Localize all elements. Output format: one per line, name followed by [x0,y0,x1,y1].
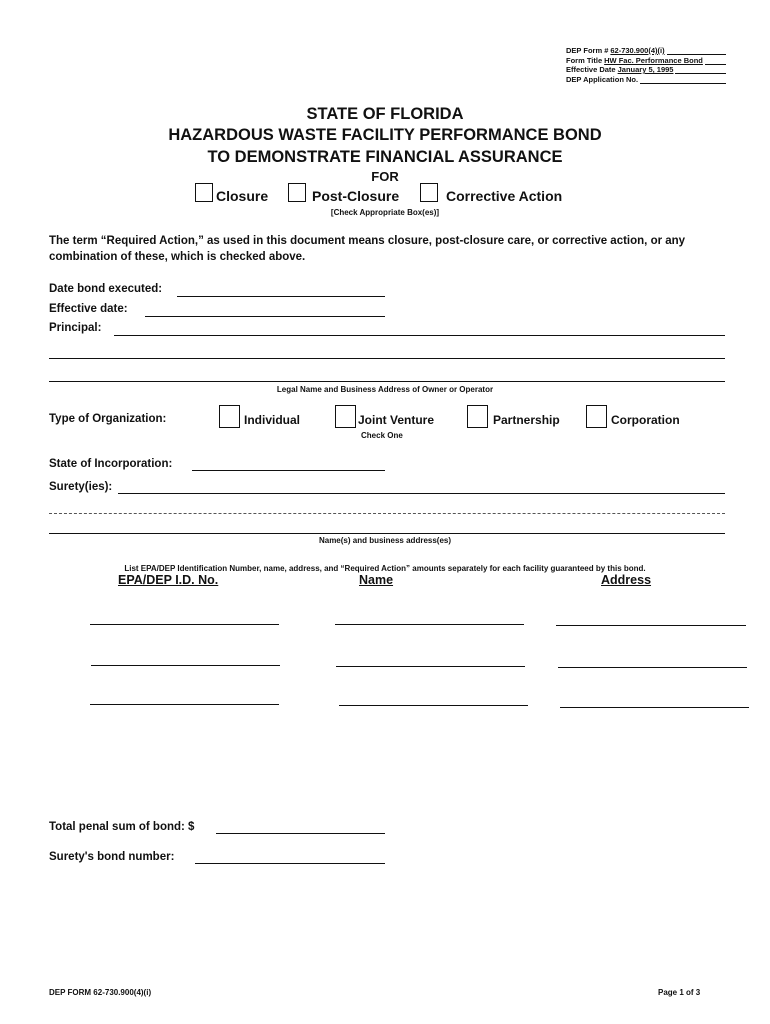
facility-3-address-field[interactable] [560,707,749,708]
joint-venture-label: Joint Venture [358,413,435,427]
form-title-underline [705,56,726,65]
form-number-underline [667,46,726,55]
org-type-label: Type of Organization: [49,413,167,425]
corporation-label: Corporation [611,413,680,427]
post-closure-checkbox[interactable] [288,183,306,202]
required-action-definition: The term “Required Action,” as used in this document means closure, post-closure care, or corrective action, or any combination of these, which is checked above. [49,235,686,263]
check-boxes-note: [Check Appropriate Box(es)] [330,208,440,217]
footer-form-ref: DEP FORM 62-730.900(4)(i) [49,988,152,997]
state-incorporation-label: State of Incorporation: [49,458,173,470]
partnership-label: Partnership [493,413,560,427]
principal-line-3[interactable] [49,381,725,382]
facility-3-name-field[interactable] [339,705,528,706]
form-title-label: Form Title [566,55,603,65]
facility-3-id-field[interactable] [90,704,279,705]
principal-caption: Legal Name and Business Address of Owner or Operator [276,385,494,394]
application-number-field[interactable] [640,75,726,84]
col-header-id: EPA/DEP I.D. No. [118,573,219,587]
form-title-value: HW Fac. Performance Bond [604,55,703,65]
sureties-line-1[interactable] [118,493,725,494]
date-executed-label: Date bond executed: [49,283,163,295]
individual-label: Individual [244,413,301,427]
facility-2-name-field[interactable] [336,666,525,667]
facility-1-name-field[interactable] [335,624,524,625]
check-one-note: Check One [361,431,403,440]
col-header-address: Address [601,573,652,587]
sureties-line-3[interactable] [49,533,725,534]
effective-date-value: January 5, 1995 [617,65,674,74]
effective-date-field[interactable] [145,316,385,317]
penal-sum-field[interactable] [216,833,385,834]
effective-date-underline [675,65,726,74]
date-executed-field[interactable] [177,296,385,297]
effective-date-label: Effective Date [566,65,616,74]
individual-checkbox[interactable] [219,405,240,428]
facility-1-id-field[interactable] [90,624,279,625]
bond-number-label: Surety's bond number: [49,851,175,863]
principal-line-1[interactable] [114,335,725,336]
closure-checkbox[interactable] [195,183,213,202]
principal-label: Principal: [49,322,102,334]
application-number-label: DEP Application No. [566,74,639,84]
joint-venture-checkbox[interactable] [335,405,356,428]
facility-2-address-field[interactable] [558,667,747,668]
partnership-checkbox[interactable] [467,405,488,428]
state-incorporation-field[interactable] [192,470,385,471]
facility-1-address-field[interactable] [556,625,746,626]
form-number-label: DEP Form # [566,46,609,55]
sureties-label: Surety(ies): [49,481,113,493]
facility-instruction: List EPA/DEP Identification Number, name, address, and “Required Action” amounts separately for each facility guaranteed by this bond. [124,564,646,573]
title-state: STATE OF FLORIDA [306,105,464,123]
effective-date-field-label: Effective date: [49,303,128,315]
corrective-action-checkbox[interactable] [420,183,438,202]
penal-sum-label: Total penal sum of bond: $ [49,821,195,833]
corporation-checkbox[interactable] [586,405,607,428]
title-assurance: TO DEMONSTRATE FINANCIAL ASSURANCE [207,148,563,166]
sureties-caption: Name(s) and business address(es) [318,536,452,545]
form-number-value: 62-730.900(4)(i) [610,46,665,55]
corrective-action-label: Corrective Action [446,188,563,204]
footer-page-number: Page 1 of 3 [658,988,701,997]
principal-line-2[interactable] [49,358,725,359]
title-for: FOR [371,169,399,184]
facility-2-id-field[interactable] [91,665,280,666]
closure-label: Closure [216,188,269,204]
col-header-name: Name [359,573,394,587]
title-bond: HAZARDOUS WASTE FACILITY PERFORMANCE BOND [168,126,602,144]
bond-number-field[interactable] [195,863,385,864]
post-closure-label: Post-Closure [312,188,400,204]
sureties-line-2[interactable] [49,513,725,514]
form-header-block [566,46,726,84]
